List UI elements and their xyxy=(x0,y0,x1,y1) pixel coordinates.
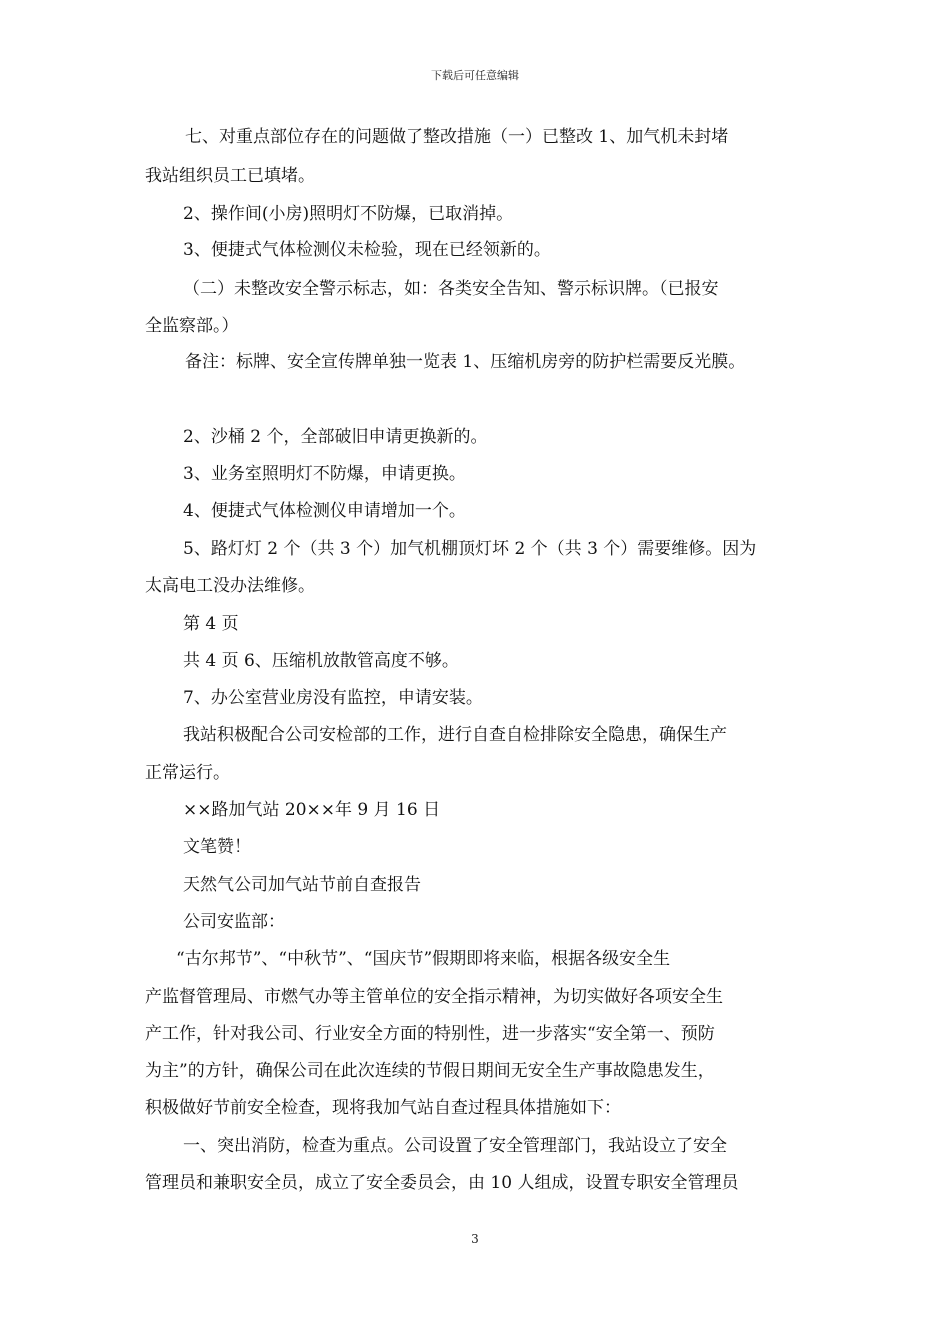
paragraph-line: 7、办公室营业房没有监控，申请安装。 xyxy=(183,688,483,708)
paragraph-line: 5、路灯灯 2 个（共 3 个）加气机棚顶灯坏 2 个（共 3 个）需要维修。因为 xyxy=(183,539,757,559)
paragraph-line: 2、沙桶 2 个，全部破旧申请更换新的。 xyxy=(183,427,488,447)
paragraph-line: 3、业务室照明灯不防爆，申请更换。 xyxy=(183,464,466,484)
paragraph-line: 管理员和兼职安全员，成立了安全委员会，由 10 人组成，设置专职安全管理员 xyxy=(145,1173,739,1193)
paragraph-line: 第 4 页 xyxy=(183,614,239,634)
paragraph-line: 正常运行。 xyxy=(145,763,230,783)
paragraph-line: 公司安监部： xyxy=(183,912,285,932)
paragraph-line: 文笔赞！ xyxy=(183,837,251,857)
paragraph-line: “古尔邦节”、“中秋节”、“国庆节”假期即将来临，根据各级安全生 xyxy=(176,949,671,969)
paragraph-line: 我站积极配合公司安检部的工作，进行自查自检排除安全隐患，确保生产 xyxy=(183,725,727,745)
paragraph-line: 一、突出消防，检查为重点。公司设置了安全管理部门，我站设立了安全 xyxy=(183,1136,727,1156)
paragraph-line: 3、便捷式气体检测仪未检验，现在已经领新的。 xyxy=(183,240,551,260)
paragraph-line: 为主”的方针，确保公司在此次连续的节假日期间无安全生产事故隐患发生， xyxy=(145,1061,715,1081)
page-header: 下载后可任意编辑 xyxy=(431,69,519,82)
paragraph-line: 产工作，针对我公司、行业安全方面的特别性，进一步落实“安全第一、预防 xyxy=(145,1024,715,1044)
paragraph-line: 天然气公司加气站节前自查报告 xyxy=(183,875,421,895)
paragraph-line: 备注：标牌、安全宣传牌单独一览表 1、压缩机房旁的防护栏需要反光膜。 xyxy=(185,352,746,372)
paragraph-line: 共 4 页 6、压缩机放散管高度不够。 xyxy=(183,651,459,671)
paragraph-line: 七、对重点部位存在的问题做了整改措施（一）已整改 1、加气机未封堵 xyxy=(185,127,729,147)
paragraph-line: 太高电工没办法维修。 xyxy=(145,576,315,596)
paragraph-line: 我站组织员工已填堵。 xyxy=(145,166,315,186)
paragraph-line: （二）未整改安全警示标志，如：各类安全告知、警示标识牌。（已报安 xyxy=(183,279,719,299)
page-number: 3 xyxy=(471,1232,479,1246)
paragraph-line: ××路加气站 20××年 9 月 16 日 xyxy=(183,800,441,820)
paragraph-line: 全监察部。） xyxy=(145,316,239,336)
paragraph-line: 积极做好节前安全检查，现将我加气站自查过程具体措施如下： xyxy=(145,1098,621,1118)
paragraph-line: 4、便捷式气体检测仪申请增加一个。 xyxy=(183,501,466,521)
paragraph-line: 产监督管理局、市燃气办等主管单位的安全指示精神，为切实做好各项安全生 xyxy=(145,987,723,1007)
paragraph-line: 2、操作间(小房)照明灯不防爆，已取消掉。 xyxy=(183,204,514,224)
